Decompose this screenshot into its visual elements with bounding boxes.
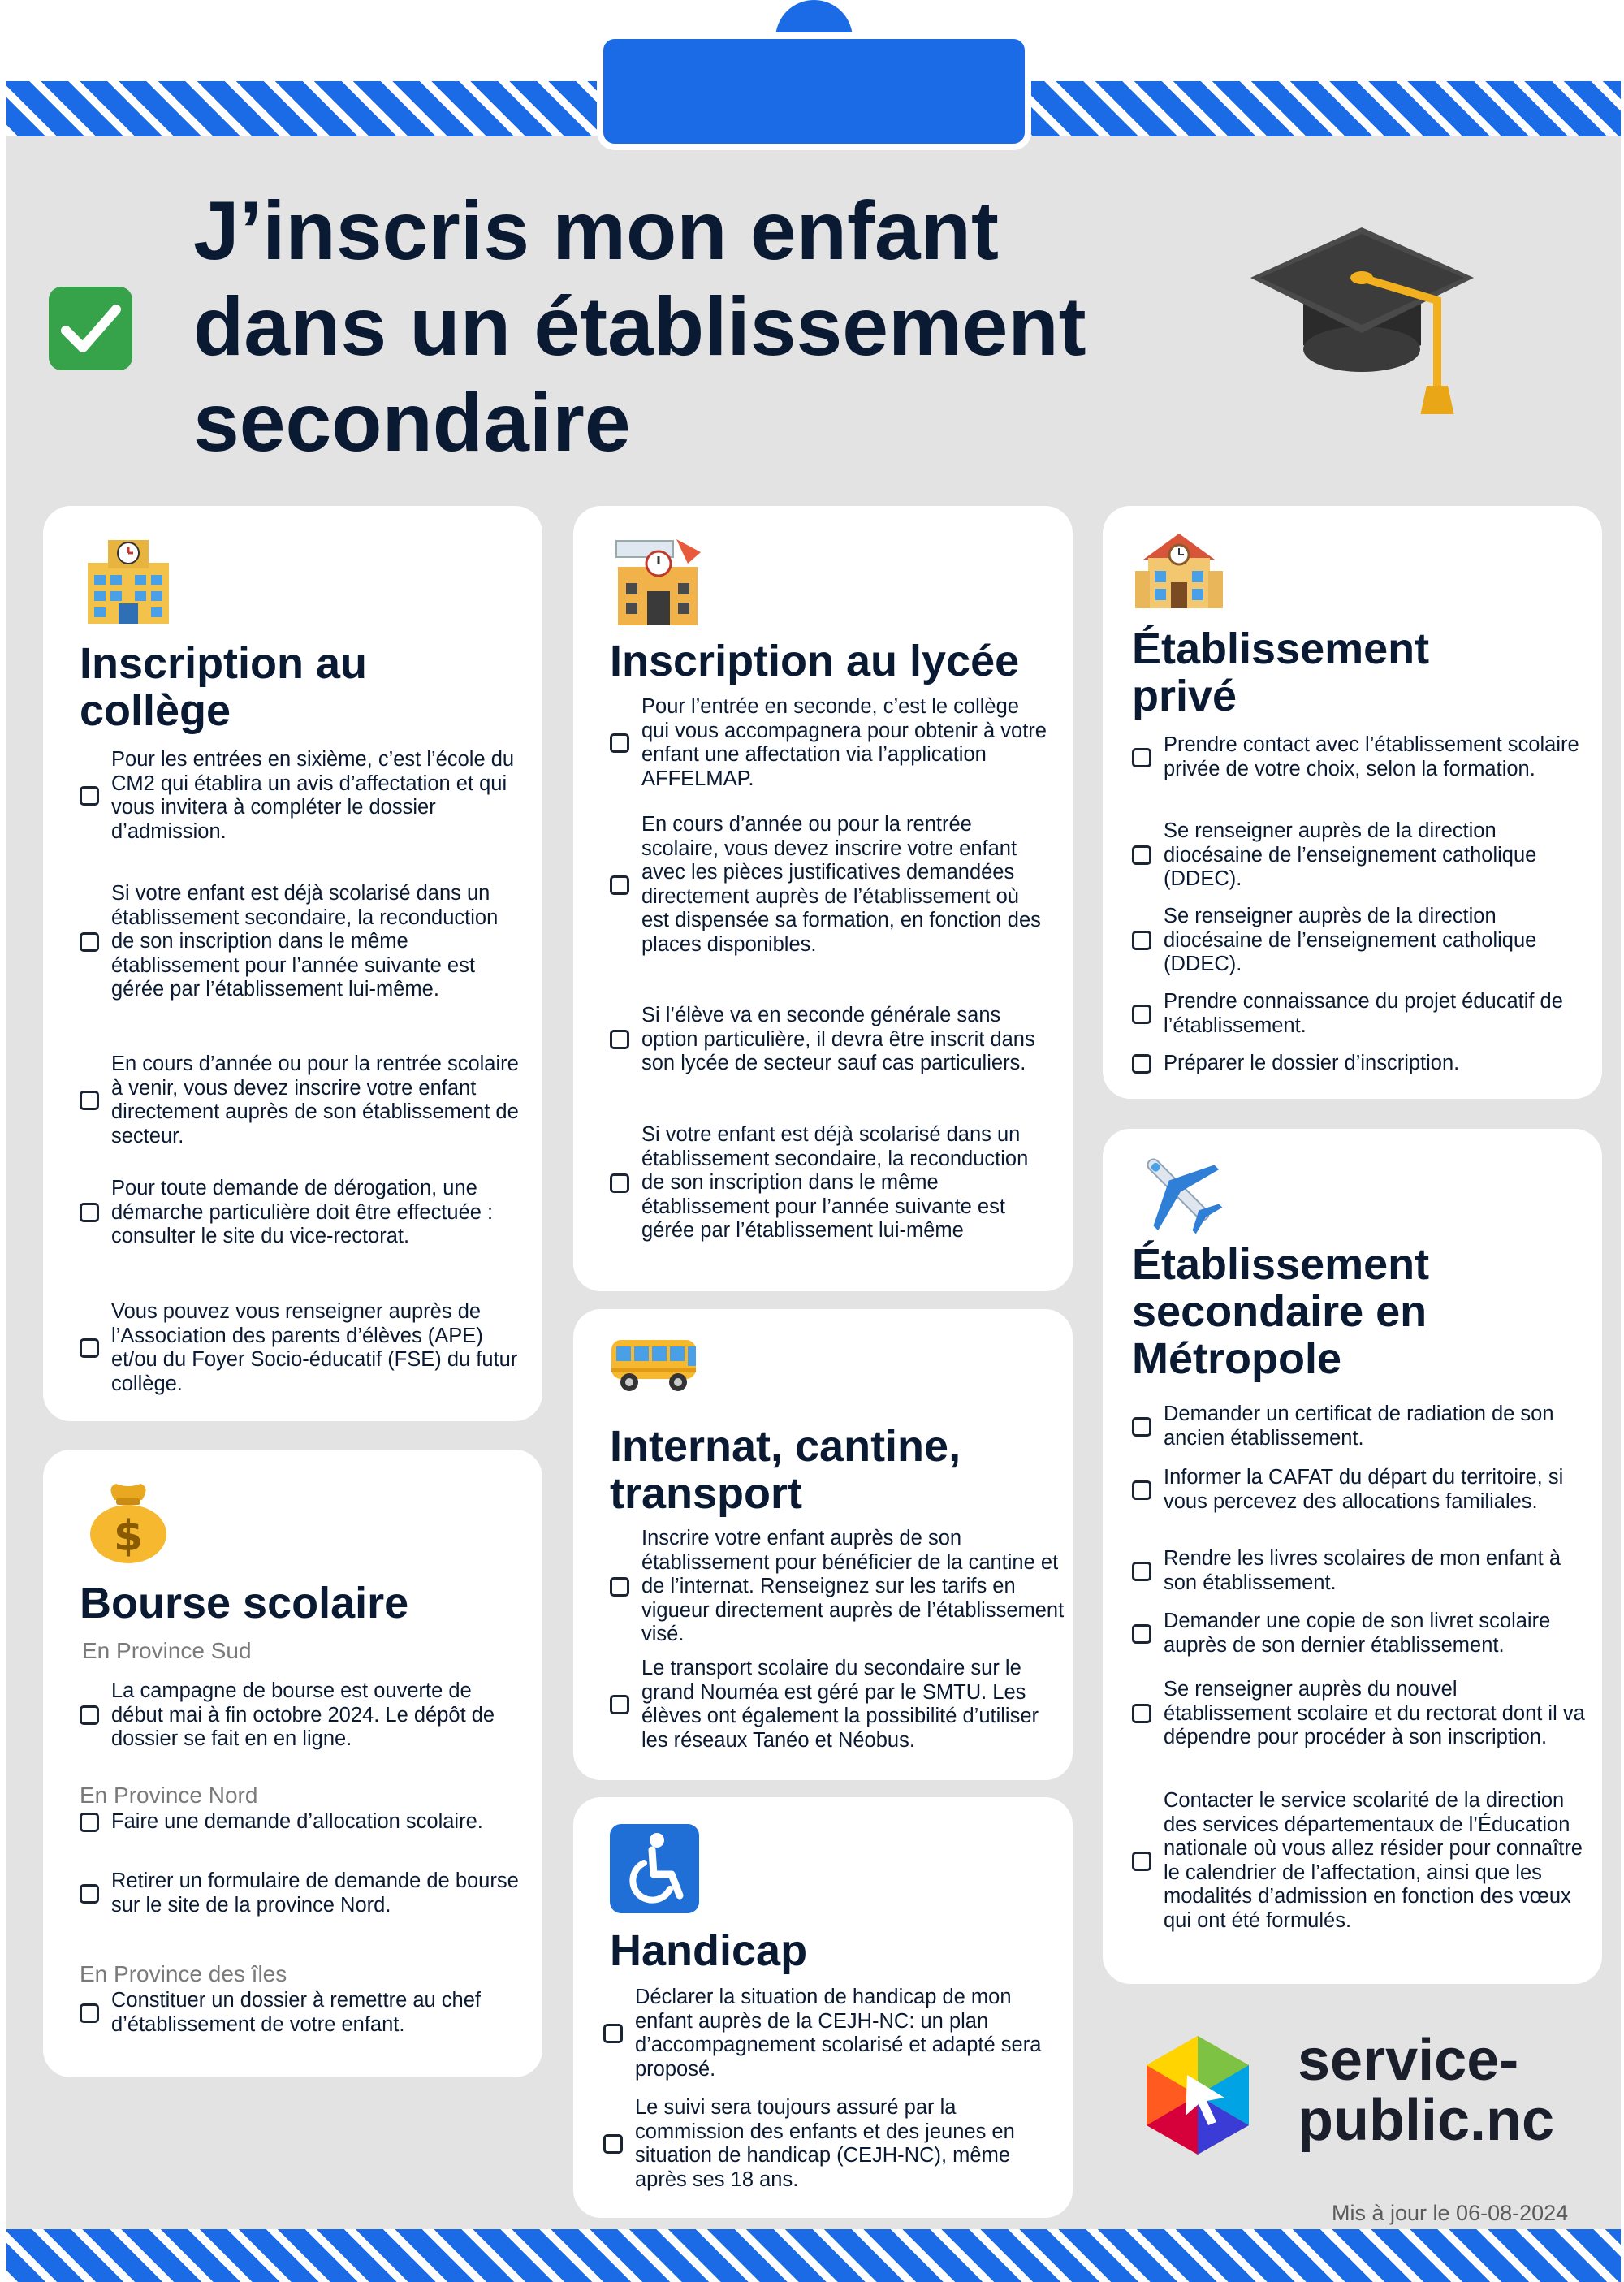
checkbox[interactable] xyxy=(1132,1005,1151,1024)
checklist-item[interactable]: Pour l’entrée en seconde, c’est le collège qui vous accompagnera pour obtenir à votre enfant une affectation via l’application AFFELMAP. xyxy=(610,695,1052,791)
card-metropole-title: Établissement secondaire en Métropole xyxy=(1132,1240,1430,1383)
checklist-item[interactable]: Pour toute demande de dérogation, une démarche particulière doit être effectuée : consulter le site du vice-rectorat. xyxy=(80,1177,522,1249)
checklist-item[interactable]: Déclarer la situation de handicap de mon enfant auprès de la CEJH-NC: un plan d’accompagnement scolarisé et adapté sera proposé. xyxy=(603,1986,1058,2081)
checklist-item[interactable]: Se renseigner auprès du nouvel établissement scolaire et du rectorat dont il va dépendre pour procéder à son inscription. xyxy=(1132,1678,1587,1750)
checklist-item[interactable]: Prendre contact avec l’établissement scolaire privée de votre choix, selon la formation. xyxy=(1132,733,1587,781)
card-lycee-title: Inscription au lycée xyxy=(610,637,1020,685)
card-prive xyxy=(1103,506,1602,1099)
checklist-item[interactable]: Informer la CAFAT du départ du territoire, si vous percevez des allocations familiales. xyxy=(1132,1466,1587,1514)
checklist-item[interactable]: Si votre enfant est déjà scolarisé dans un établissement secondaire, la reconduction de son inscription dans le même établissement pour l’année suivante est gérée par l’établissement lui-même xyxy=(610,1123,1052,1243)
svg-text:$: $ xyxy=(113,1512,144,1561)
checkbox[interactable] xyxy=(1132,1480,1151,1500)
checkbox[interactable] xyxy=(610,875,629,895)
checkbox[interactable] xyxy=(1132,1624,1151,1644)
bottom-stripe-band xyxy=(6,2229,1621,2282)
checkbox[interactable] xyxy=(603,2134,623,2154)
checkbox[interactable] xyxy=(1132,1852,1151,1871)
checklist-item[interactable]: En cours d’année ou pour la rentrée scolaire à venir, vous devez inscrire votre enfant directement auprès de son établissement de secteur. xyxy=(80,1052,522,1148)
page-title-line-3: secondaire xyxy=(193,376,631,469)
province-sud-label: En Province Sud xyxy=(82,1638,252,1663)
checkbox[interactable] xyxy=(80,1091,99,1110)
checklist-item[interactable]: Inscrire votre enfant auprès de son établissement pour bénéficier de la cantine et de l’internat. Renseignez sur les tarifs en vigueur directement auprès de l’établissement visé. xyxy=(610,1527,1065,1647)
wheelchair-accessibility-icon xyxy=(610,1824,699,1913)
checklist-item[interactable]: Faire une demande d’allocation scolaire. xyxy=(80,1810,522,1835)
checkbox[interactable] xyxy=(603,2024,623,2043)
card-internat xyxy=(573,1309,1073,1780)
checkbox[interactable] xyxy=(1132,845,1151,865)
checkbox[interactable] xyxy=(80,1884,99,1904)
checklist-item[interactable]: Le transport scolaire du secondaire sur le grand Nouméa est géré par le SMTU. Les élèves ont également la possibilité d’utiliser les réseaux Tanéo et Néobus. xyxy=(610,1657,1052,1753)
card-metropole xyxy=(1103,1129,1602,1984)
province-nord-label: En Province Nord xyxy=(80,1783,258,1808)
checklist-item[interactable]: Vous pouvez vous renseigner auprès de l’Association des parents d’élèves (APE) et/ou du Foyer Socio-éducatif (FSE) du futur collège. xyxy=(80,1300,522,1396)
checkbox[interactable] xyxy=(1132,1417,1151,1437)
checklist-item[interactable]: En cours d’année ou pour la rentrée scolaire, vous devez inscrire votre enfant avec les pièces justificatives demandées directement auprès de l’établissement où est dispensée sa formation, en fonction des places disponibles. xyxy=(610,813,1052,957)
checklist-item[interactable]: Demander un certificat de radiation de son ancien établissement. xyxy=(1132,1402,1587,1450)
card-internat-title: Internat, cantine, transport xyxy=(610,1422,961,1518)
clipboard-clip xyxy=(597,32,1031,150)
checkbox[interactable] xyxy=(80,1813,99,1832)
graduation-cap-icon xyxy=(1246,203,1486,414)
check-mark-icon xyxy=(49,287,132,370)
checklist-item[interactable]: Contacter le service scolarité de la direction des services départementaux de l’Éducation nationale où vous allez résider pour connaître le calendrier de l’affectation, ainsi que les modalités d’admission en fonction des vœux qui ont été formulés. xyxy=(1132,1789,1587,1933)
checklist-item[interactable]: Prendre connaissance du projet éducatif de l’établissement. xyxy=(1132,990,1587,1038)
checklist-item[interactable]: La campagne de bourse est ouverte de début mai à fin octobre 2024. Le dépôt de dossier se fait en en ligne. xyxy=(80,1679,522,1752)
checklist-item[interactable]: Si l’élève va en seconde générale sans option particulière, il devra être inscrit dans son lycée de secteur sauf cas particuliers. xyxy=(610,1004,1052,1076)
checklist-item[interactable]: Se renseigner auprès de la direction diocésaine de l’enseignement catholique (DDEC). xyxy=(1132,819,1587,892)
card-bourse xyxy=(43,1450,542,2077)
province-iles-label: En Province des îles xyxy=(80,1961,287,1986)
last-updated-date: Mis à jour le 06-08-2024 xyxy=(1332,2201,1569,2225)
service-public-logo-icon xyxy=(1137,2034,1259,2156)
checklist-item[interactable]: Se renseigner auprès de la direction diocésaine de l’enseignement catholique (DDEC). xyxy=(1132,905,1587,977)
checklist-item[interactable]: Retirer un formulaire de demande de bourse sur le site de la province Nord. xyxy=(80,1869,522,1917)
checkbox[interactable] xyxy=(80,1705,99,1725)
card-lycee xyxy=(573,506,1073,1291)
checklist-item[interactable]: Demander une copie de son livret scolaire auprès de son dernier établissement. xyxy=(1132,1610,1587,1657)
card-handicap-title: Handicap xyxy=(610,1926,808,1975)
checkbox[interactable] xyxy=(80,1203,99,1222)
card-handicap xyxy=(573,1797,1073,2218)
checkbox[interactable] xyxy=(1132,1054,1151,1074)
checklist-item[interactable]: Le suivi sera toujours assuré par la commission des enfants et des jeunes en situation de handicap (CEJH-NC), même après ses 18 ans. xyxy=(603,2096,1058,2192)
checkbox[interactable] xyxy=(1132,931,1151,950)
page-title-line-1: J’inscris mon enfant xyxy=(193,184,999,277)
checkbox[interactable] xyxy=(1132,748,1151,767)
checklist-item[interactable]: Pour les entrées en sixième, c’est l’école du CM2 qui établira un avis d’affectation et qui vous invitera à compléter le dossier d’admission. xyxy=(80,748,522,844)
checkbox[interactable] xyxy=(610,1173,629,1193)
money-bag-icon xyxy=(84,1476,173,1565)
checkbox[interactable] xyxy=(80,786,99,806)
checkbox[interactable] xyxy=(80,2003,99,2023)
checkbox[interactable] xyxy=(610,733,629,753)
checkbox[interactable] xyxy=(610,1030,629,1049)
airplane-icon xyxy=(1132,1143,1228,1239)
checklist-item[interactable]: Constituer un dossier à remettre au chef d’établissement de votre enfant. xyxy=(80,1989,522,2037)
high-school-building-icon xyxy=(610,534,706,628)
card-college xyxy=(43,506,542,1421)
card-bourse-title: Bourse scolaire xyxy=(80,1579,409,1627)
checklist-item[interactable]: Rendre les livres scolaires de mon enfant à son établissement. xyxy=(1132,1547,1587,1595)
school-icon xyxy=(1134,530,1224,612)
checkbox[interactable] xyxy=(1132,1562,1151,1581)
bus-icon xyxy=(610,1333,699,1397)
checkbox[interactable] xyxy=(610,1695,629,1714)
card-college-title: Inscription au collège xyxy=(80,639,368,735)
checklist-item[interactable]: Si votre enfant est déjà scolarisé dans un établissement secondaire, la reconduction de son inscription dans le même établissement pour l’année suivante est gérée par l’établissement lui-même. xyxy=(80,882,522,1002)
school-building-icon xyxy=(80,530,177,628)
checkbox[interactable] xyxy=(610,1577,629,1597)
brand-name: service- public.nc xyxy=(1298,2028,1555,2153)
checklist-item[interactable]: Préparer le dossier d’inscription. xyxy=(1132,1052,1587,1076)
page-title-line-2: dans un établissement xyxy=(193,280,1086,373)
checkbox[interactable] xyxy=(1132,1704,1151,1723)
page-title xyxy=(193,183,1249,470)
card-prive-title: Établissement privé xyxy=(1132,625,1430,720)
checkbox[interactable] xyxy=(80,1338,99,1358)
checkbox[interactable] xyxy=(80,932,99,952)
